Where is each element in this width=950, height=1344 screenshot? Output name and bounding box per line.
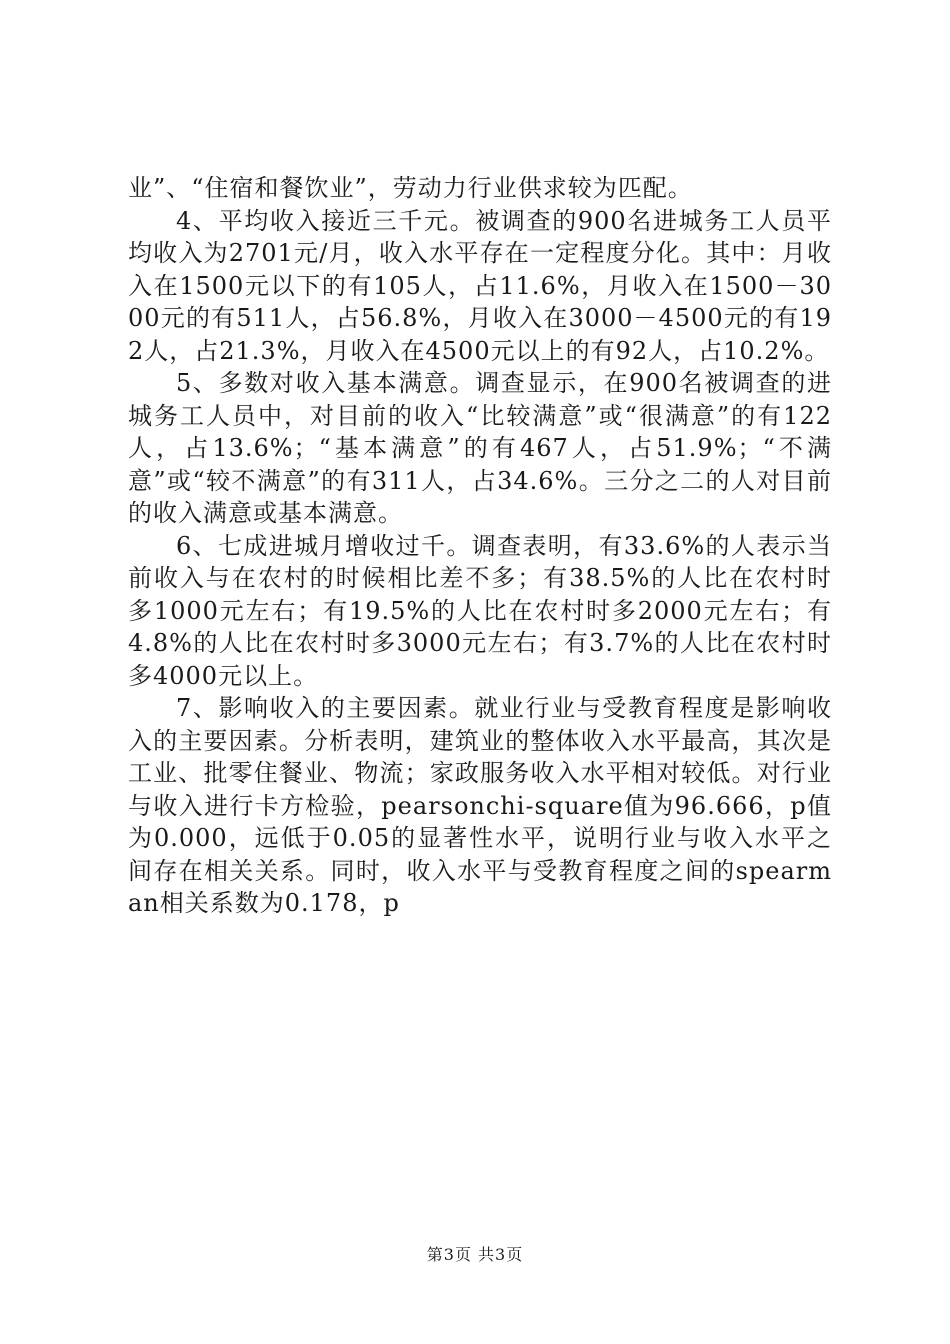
page-total: 共3页	[478, 1245, 524, 1264]
paragraph-income-factors: 7、影响收入的主要因素。就业行业与受教育程度是影响收入的主要因素。分析表明，建筑业的整体收入水平最高，其次是工业、批零住餐业、物流；家政服务收入水平相对较低。对行业与收入进行卡方检验，pearsonchi-square值为96.666，p值为0.000，远低于0.05的显著性水平，说明行业与收入水平之间存在相关关系。同时，收入水平与受教育程度之间的spearman相关系数为0.178，p	[128, 694, 832, 917]
document-body	[128, 172, 832, 920]
paragraph-continuation: 业”、“住宿和餐饮业”，劳动力行业供求较为匹配。	[128, 174, 693, 202]
paragraph-income-satisfaction: 5、多数对收入基本满意。调查显示，在900名被调查的进城务工人员中，对目前的收入“比较满意”或“很满意”的有122人，占13.6%；“基本满意”的有467人，占51.9%；“不满意”或“较不满意”的有311人，占34.6%。三分之二的人对目前的收入满意或基本满意。	[128, 369, 832, 527]
paragraph-income-increase: 6、七成进城月增收过千。调查表明，有33.6%的人表示当前收入与在农村的时候相比差不多；有38.5%的人比在农村时多1000元左右；有19.5%的人比在农村时多2000元左右；有4.8%的人比在农村时多3000元左右；有3.7%的人比在农村时多4000元以上。	[128, 531, 832, 690]
page-footer	[0, 1242, 950, 1265]
page-number: 第3页	[426, 1245, 472, 1264]
paragraph-average-income: 4、平均收入接近三千元。被调查的900名进城务工人员平均收入为2701元/月，收入水平存在一定程度分化。其中：月收入在1500元以下的有105人，占11.6%，月收入在1500－3000元的有511人，占56.8%，月收入在3000－4500元的有192人，占21.3%，月收入在4500元以上的有92人，占10.2%。	[128, 206, 832, 365]
